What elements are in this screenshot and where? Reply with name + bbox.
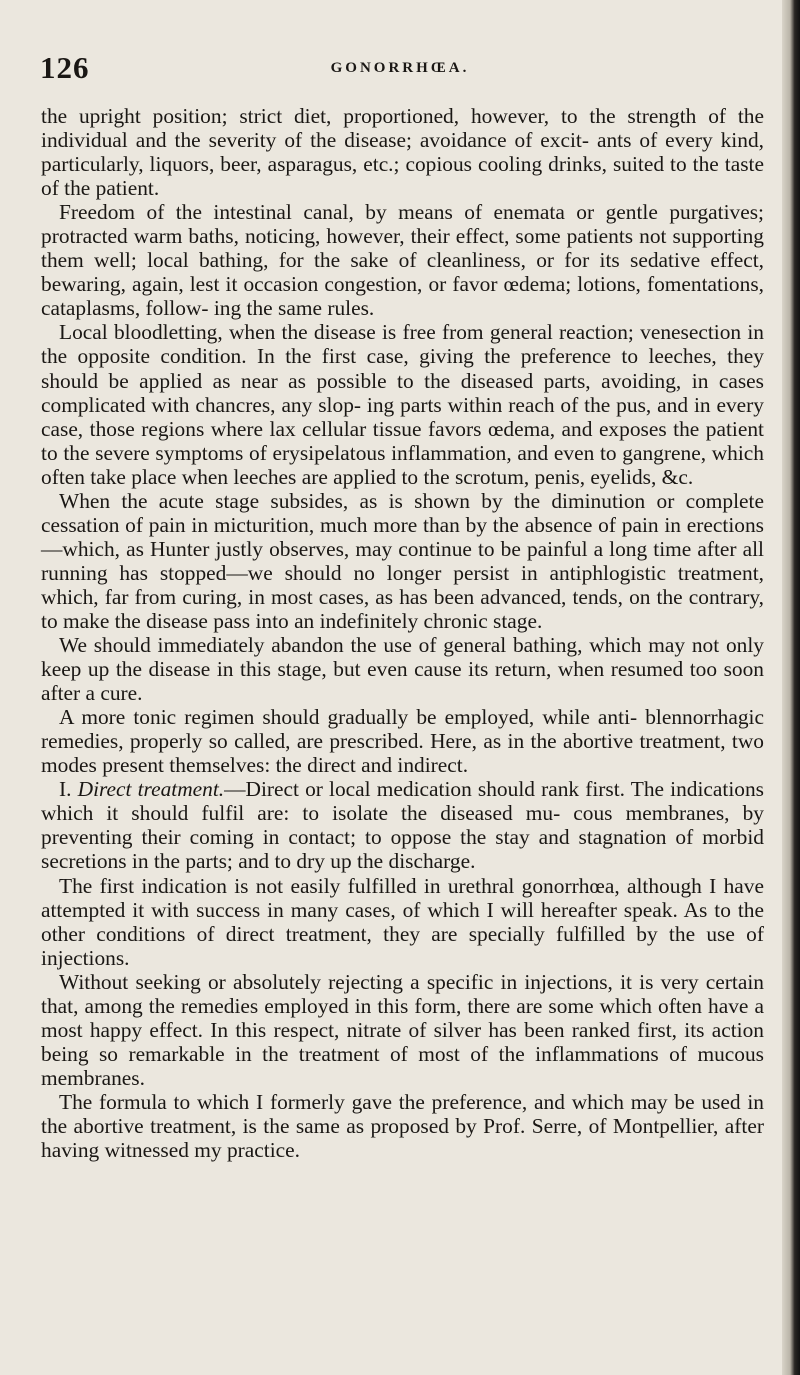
paragraph-7-lead: I. (59, 777, 72, 802)
paragraph-1: the upright position; strict diet, proportioned, however, to the strength of the individual and the severity of the disease; avoidance of excit- ants of every kind, particularly, liquors, beer, asparagus, etc.; copious cooling drinks, suited to the taste of the patient. (41, 104, 764, 201)
running-head: GONORRHŒA. (330, 60, 470, 76)
body-text (41, 104, 764, 1162)
paragraph-5: We should immediately abandon the use of general bathing, which may not only keep up the disease in this stage, but even cause its return, when resumed too soon after a cure. (41, 633, 764, 706)
paragraph-4: When the acute stage subsides, as is shown by the diminution or complete cessation of pain in micturition, much more than by the absence of pain in erections—which, as Hunter justly observes, may continue to be painful a long time after all running has stopped—we should no longer persist in antiphlogistic treatment, which, far from curing, in most cases, as has been advanced, tends, on the contrary, to make the disease pass into an indefinitely chronic stage. (41, 488, 764, 633)
page-number: 126 (40, 50, 90, 85)
paragraph-2: Freedom of the intestinal canal, by means of enemata or gentle purgatives; protracted warm baths, noticing, however, their effect, some patients not supporting them well; local bathing, for the sake of cleanliness, or for its sedative effect, bewaring, again, lest it occasion congestion, or favor œdema; lotions, fomentations, cataplasms, follow- ing the same rules. (41, 200, 764, 321)
paragraph-7 (41, 777, 764, 873)
direct-treatment-heading: Direct treatment. (77, 777, 225, 802)
paragraph-6: A more tonic regimen should gradually be employed, while anti- blennorrhagic remedies, properly so called, are prescribed. Here, as in the abortive treatment, two modes present themselves: the direct and indirect. (41, 705, 764, 778)
paragraph-9: Without seeking or absolutely rejecting a specific in injections, it is very certain that, among the remedies employed in this form, there are some which often have a most happy effect. In this respect, nitrate of silver has been ranked first, its action being so remarkable in the treatment of most of the inflammations of mucous membranes. (41, 969, 764, 1090)
paragraph-7-text: —Direct or local medication should rank first. The indications which it should fulfil are: to isolate the diseased mu- cous membranes, by preventing their coming in contact; to oppose the stay and stagnation of morbid secretions in the parts; and to dry up the discharge. (41, 777, 765, 874)
page-header (40, 50, 760, 90)
paragraph-3: Local bloodletting, when the disease is free from general reaction; venesection in the opposite condition. In the first case, giving the preference to leeches, they should be applied as near as possible to the diseased parts, avoiding, in cases complicated with chancres, any slop- ing parts within reach of the pus, and in every case, those regions where lax cellular tissue favors œdema, and exposes the patient to the severe symptoms of erysipelatous inflammation, and even to gangrene, which often take place when leeches are applied to the scrotum, penis, eyelids, &c. (41, 320, 764, 489)
paragraph-8: The first indication is not easily fulfilled in urethral gonorrhœa, although I have attempted it with success in many cases, of which I will hereafter speak. As to the other conditions of direct treatment, they are specially fulfilled by the use of injections. (41, 873, 764, 970)
paragraph-10: The formula to which I formerly gave the preference, and which may be used in the abortive treatment, is the same as proposed by Prof. Serre, of Montpellier, after having witnessed my practice. (41, 1089, 764, 1163)
page-edge-shadow (782, 0, 800, 1375)
